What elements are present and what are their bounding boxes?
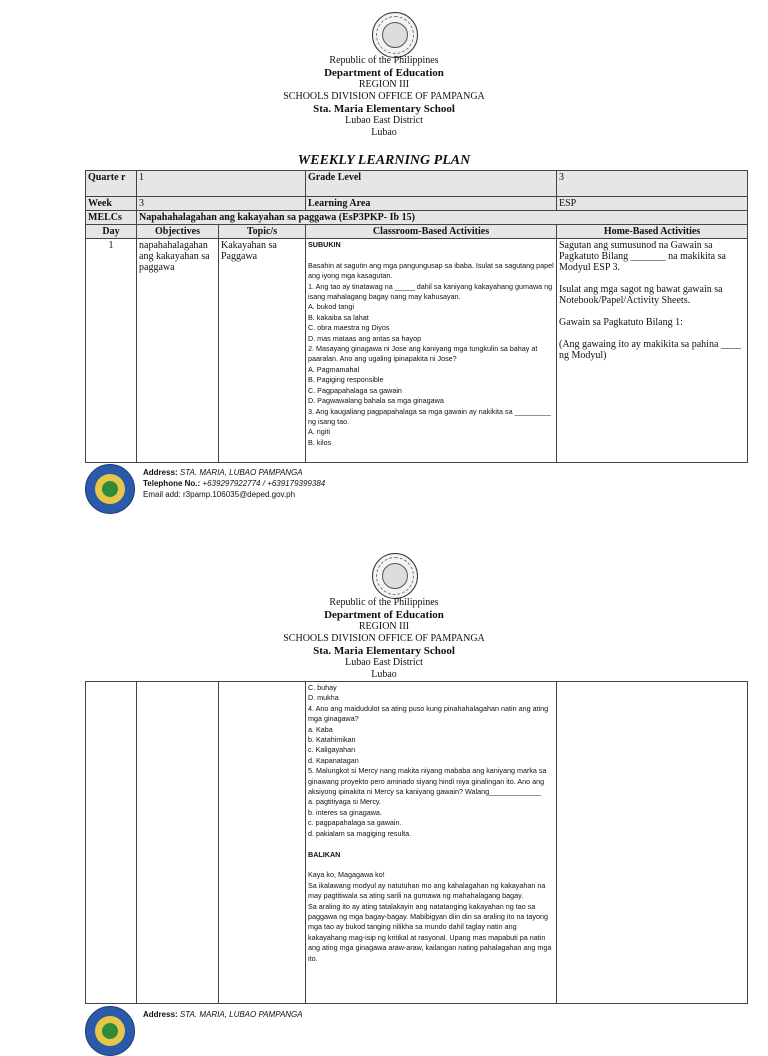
contact-block	[143, 467, 325, 500]
deped-seal-icon	[372, 553, 418, 599]
col-topics: Topic/s	[219, 225, 306, 239]
school-logo-icon	[85, 1006, 135, 1056]
page2-header	[0, 597, 768, 681]
objectives-cell: napahahalagahan ang kakayahan sa paggawa	[137, 239, 219, 463]
learning-plan-table	[85, 170, 748, 463]
melcs-value: Napahahalagahan ang kakayahan sa paggawa (EsP3PKP- Ib 15)	[137, 211, 748, 225]
activity-line: Sa ikalawang modyul ay natutuhan mo ang kahalagahan ng kakayahan na may pagtitiwala sa ating sarili na gumawa ng mahahalagang bagay.	[308, 880, 546, 901]
classroom-activities-list	[308, 240, 554, 448]
home-activities-cell	[557, 239, 748, 463]
page2-footer	[85, 1006, 385, 1056]
activity-line	[308, 860, 554, 870]
activity-line: d. pakialam sa magiging resulta.	[308, 828, 412, 838]
activity-line	[559, 273, 745, 284]
grade-value: 3	[557, 171, 748, 197]
activity-line: D. mas mataas ang antas sa hayop	[308, 333, 422, 343]
activity-line	[559, 306, 745, 317]
activity-line: A. ngiti	[308, 427, 330, 437]
republic-line: Republic of the Philippines	[329, 597, 439, 608]
activity-line: 5. Malungkot si Mercy nang makita niyang mababa ang kaniyang marka sa ginawang proyekto pero aminado siyang hindi niya ginalingan ito. Ano ang aksiyong ipinakita ni Mercy sa kaniyang gawain? Walang_____________	[308, 766, 547, 797]
page1-header	[0, 55, 768, 139]
activity-line: Sagutan ang sumusunod na Gawain sa Pagkatuto Bilang _______ na makikita sa Modyul ESP 3.	[559, 240, 726, 273]
activity-line: c. Kaligayahan	[308, 745, 356, 755]
activity-line: 1. Ang tao ay tinatawag na _____ dahil sa kaniyang kakayahang gumawa ng isang mahalagang bagay nang may kahusayan.	[308, 281, 553, 302]
col-home: Home-Based Activities	[557, 225, 748, 239]
address-value: STA. MARIA, LUBAO PAMPANGA	[179, 1010, 303, 1019]
phone-value: +639297922774 / +639179399384	[202, 479, 326, 488]
week-value: 3	[137, 197, 306, 211]
department-line: Department of Education	[324, 67, 444, 79]
school-logo-icon	[85, 464, 135, 514]
melcs-label: MELCs	[86, 211, 137, 225]
classroom-activities-cell-continued	[306, 682, 557, 1004]
address-label: Address:	[143, 468, 178, 477]
col-classroom: Classroom-Based Activities	[306, 225, 557, 239]
activity-line	[308, 250, 554, 260]
activity-line: B. kakaiba sa lahat	[308, 312, 369, 322]
activity-line: b. Katahimikan	[308, 735, 356, 745]
division-line: SCHOOLS DIVISION OFFICE OF PAMPANGA	[283, 633, 485, 644]
activity-line: B. kilos	[308, 437, 332, 447]
department-line: Department of Education	[324, 609, 444, 621]
week-label: Week	[86, 197, 137, 211]
school-name: Sta. Maria Elementary School	[313, 103, 455, 115]
section-heading: BALIKAN	[308, 849, 341, 859]
home-activities-cell-empty	[557, 682, 748, 1004]
objectives-cell-empty	[137, 682, 219, 1004]
section-heading: SUBUKIN	[308, 240, 341, 249]
activity-line: D. mukha	[308, 693, 339, 703]
district-line: Lubao East District	[345, 115, 423, 126]
grade-label: Grade Level	[306, 171, 557, 197]
address-label: Address:	[143, 1010, 178, 1019]
activity-line: Sa araling ito ay ating tatalakayin ang natatanging kakayahan ng tao sa paggawa ng mga bagay-bagay. Mabibigyan diin din sa araling ito na tayong mga tao ay bukod tanging nilikha sa mundo dahil taglay natin ang kakayahang mag-isip ng kritikal at rasyonal. Upang mas mapabuti pa natin ang ating mga ginagawa araw-araw, kailangan nating pahalagahan ang mga ito.	[308, 901, 552, 963]
activity-line: Gawain sa Pagkatuto Bilang 1:	[559, 317, 683, 328]
deped-seal-icon	[372, 12, 418, 58]
topics-cell-empty	[219, 682, 306, 1004]
activity-line: C. Pagpapahalaga sa gawain	[308, 385, 402, 395]
town-line: Lubao	[371, 127, 397, 138]
activity-line: a. pagtitiyaga si Mercy.	[308, 797, 381, 807]
activity-line: (Ang gawaing ito ay makikita sa pahina ____ ng Modyul)	[559, 339, 741, 361]
activity-line	[559, 328, 745, 339]
town-line: Lubao	[371, 669, 397, 680]
activity-line: Basahin at sagutin ang mga pangungusap sa ibaba. Isulat sa sagutang papel ang iyong mga kasagutan.	[308, 260, 554, 281]
school-name: Sta. Maria Elementary School	[313, 645, 455, 657]
day-cell-empty	[86, 682, 137, 1004]
activity-line: C. buhay	[308, 683, 337, 692]
classroom-activities-list-continued	[308, 683, 554, 964]
activity-line	[308, 839, 554, 849]
area-label: Learning Area	[306, 197, 557, 211]
activity-line: Isulat ang mga sagot ng bawat gawain sa Notebook/Papel/Activity Sheets.	[559, 284, 723, 306]
activity-line: 2. Masayang ginagawa ni Jose ang kaniyang mga tungkulin sa bahay at paaralan. Ano ang ugaling ipinapakita ni Jose?	[308, 344, 538, 364]
activity-line: 3. Ang kaugaliang pagpapahalaga sa mga gawain ay nakikita sa _________ ng isang tao.	[308, 406, 551, 426]
day-cell: 1	[86, 239, 137, 463]
activity-line: C. obra maestra ng Diyos	[308, 323, 390, 333]
quarter-value: 1	[137, 171, 306, 197]
topics-cell: Kakayahan sa Paggawa	[219, 239, 306, 463]
quarter-label: Quarte r	[86, 171, 137, 197]
region-line: REGION III	[358, 621, 410, 632]
activity-line: A. bukod tangi	[308, 302, 354, 312]
email-line: Email add: r3pamp.106035@deped.gov.ph	[143, 490, 296, 499]
activity-line: a. Kaba	[308, 724, 333, 734]
activity-line: A. Pagmamahal	[308, 364, 360, 374]
activity-line: c. pagpapahalaga sa gawain.	[308, 818, 402, 828]
activity-line: 4. Ano ang maidudulot sa ating puso kung pinahahalagahan natin ang ating mga ginagawa?	[308, 703, 549, 724]
district-line: Lubao East District	[345, 657, 423, 668]
phone-label: Telephone No.:	[143, 479, 201, 488]
contact-block	[143, 1009, 303, 1020]
col-objectives: Objectives	[137, 225, 219, 239]
division-line: SCHOOLS DIVISION OFFICE OF PAMPANGA	[283, 91, 485, 102]
page-title: WEEKLY LEARNING PLAN	[297, 153, 471, 168]
page1-footer	[85, 464, 385, 514]
activity-line: B. Pagiging responsible	[308, 375, 384, 385]
activity-line: D. Pagwawalang bahala sa mga ginagawa	[308, 396, 444, 406]
home-activities-list	[559, 240, 745, 361]
learning-plan-table-continued	[85, 681, 748, 1004]
col-day: Day	[86, 225, 137, 239]
activity-line: Kaya ko, Magagawa ko!	[308, 870, 385, 880]
activity-line: d. Kapanatagan	[308, 755, 359, 765]
activity-line: b. interes sa ginagawa.	[308, 807, 382, 817]
address-value: STA. MARIA, LUBAO PAMPANGA	[179, 468, 303, 477]
region-line: REGION III	[358, 79, 410, 90]
area-value: ESP	[557, 197, 748, 211]
classroom-activities-cell	[306, 239, 557, 463]
republic-line: Republic of the Philippines	[329, 55, 439, 66]
